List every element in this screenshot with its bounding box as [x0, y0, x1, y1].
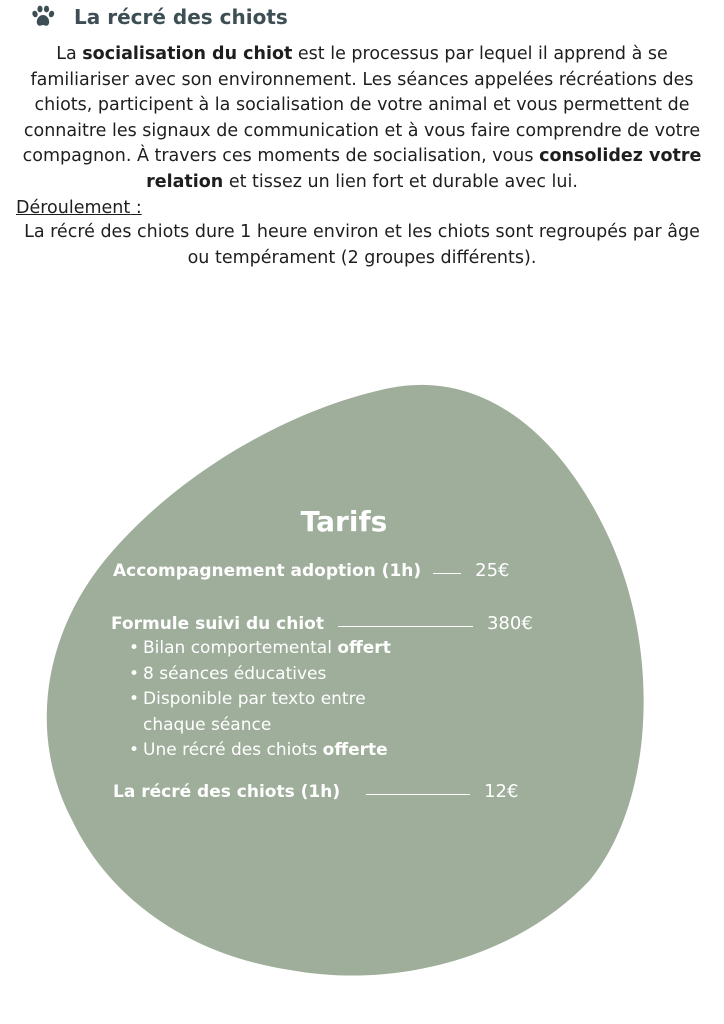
price-value: 25€ [475, 560, 510, 581]
feature-item [126, 687, 416, 738]
feature-text: Bilan comportemental [143, 638, 338, 658]
feature-emphasis: offert [337, 638, 391, 658]
formule-features-list [126, 636, 416, 764]
feature-text: Une récré des chiots [143, 740, 323, 760]
price-row-recre [113, 781, 518, 802]
leader-line [433, 573, 461, 574]
page-title: La récré des chiots [74, 5, 288, 29]
feature-text: Disponible par texto entre chaque séance [143, 689, 366, 735]
leader-line [366, 794, 470, 795]
intro-text: La [56, 44, 83, 64]
price-label: Accompagnement adoption (1h) [113, 561, 422, 581]
intro-text: est le processus par lequel il apprend à se familiariser avec son environnement. Les séances appelées récréations des chiots, participent à la socialisation de votre animal et vous permettent de connaitre les signaux de communication et à vous faire comprendre de votre compagnon. À travers ces moments de socialisation, vous [22, 44, 701, 167]
feature-text: 8 séances éducatives [143, 663, 327, 684]
price-value: 12€ [484, 781, 519, 802]
deroulement-heading-colon: : [130, 198, 142, 218]
price-label: Formule suivi du chiot [111, 614, 324, 634]
deroulement-heading-text: Déroulement [16, 198, 131, 218]
feature-emphasis: offerte [322, 740, 388, 760]
leader-line [338, 626, 473, 627]
price-label: La récré des chiots (1h) [113, 782, 341, 802]
deroulement-text: La récré des chiots dure 1 heure environ et les chiots sont regroupés par âge ou tempérament (2 groupes différents). [24, 222, 700, 268]
feature-item [126, 738, 416, 764]
price-row-adoption [113, 560, 510, 581]
pricing-title: Tarifs [300, 505, 388, 538]
intro-emphasis-relation: consolidez votre relation [146, 146, 702, 192]
feature-item [126, 662, 416, 688]
intro-text: et tissez un lien fort et durable avec lui. [223, 171, 578, 192]
price-row-formule [111, 613, 533, 634]
price-value: 380€ [486, 613, 533, 634]
intro-emphasis-socialisation: socialisation du chiot [82, 44, 293, 64]
feature-item [126, 636, 416, 662]
